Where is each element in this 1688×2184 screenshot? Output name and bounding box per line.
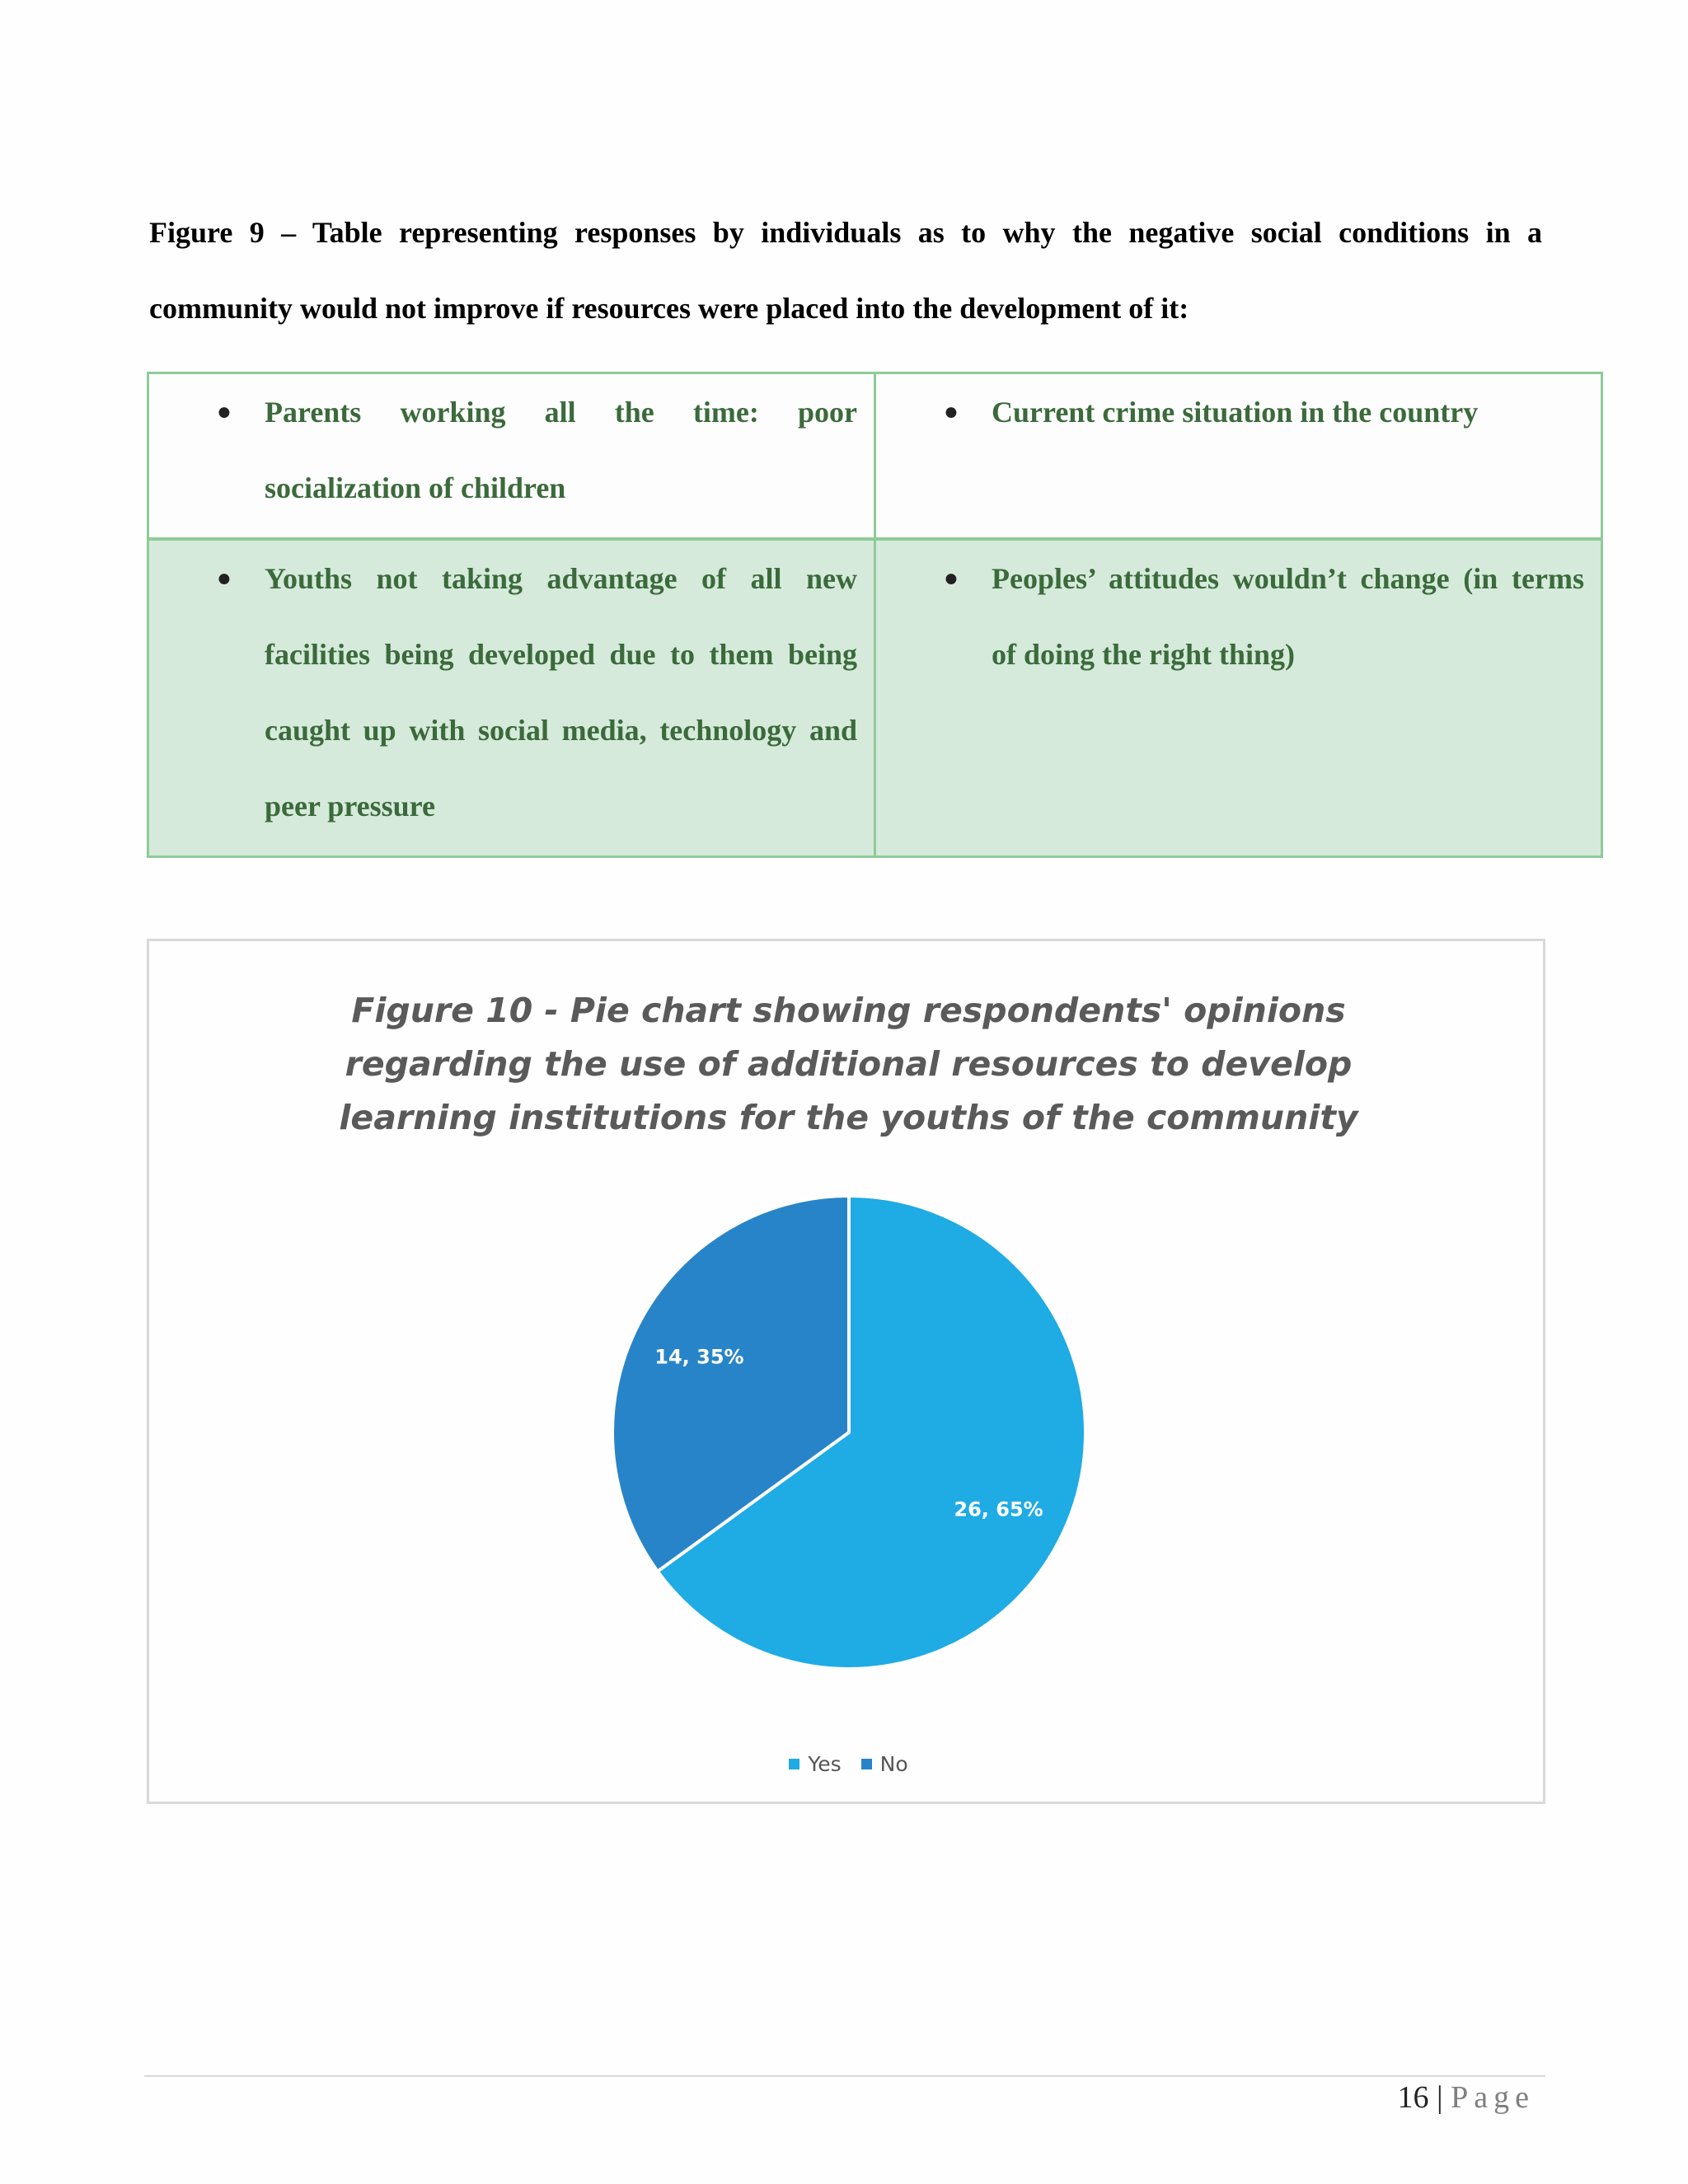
page-separator: |: [1437, 2080, 1443, 2115]
chart-legend: [149, 1750, 1548, 1776]
data-label-yes: 26, 65%: [954, 1497, 1043, 1521]
page-number: 16: [1397, 2080, 1429, 2115]
cell-text: Parents working all the time: poor socialization of children: [265, 396, 857, 504]
bullet-icon: ●: [216, 565, 232, 592]
table-cell: [875, 539, 1602, 857]
responses-table: [147, 372, 1603, 858]
legend-label: Yes: [808, 1752, 842, 1776]
legend-swatch: [861, 1759, 872, 1769]
bullet-icon: ●: [216, 398, 232, 425]
chart-title-line: Figure 10 - Pie chart showing respondents' opinions: [351, 991, 1346, 1030]
legend-label: No: [879, 1752, 908, 1776]
pie-chart: [149, 941, 1548, 1807]
legend-swatch: [789, 1759, 799, 1769]
chart-title-line: regarding the use of additional resources to develop: [345, 1044, 1353, 1084]
page-word: Page: [1451, 2080, 1535, 2115]
cell-text: Current crime situation in the country: [992, 396, 1479, 429]
bullet-icon: ●: [943, 398, 959, 425]
cell-text: Youths not taking advantage of all new facilities being developed due to them being caught up with social media, technology and peer pressure: [265, 562, 857, 823]
legend-item-yes: [789, 1752, 841, 1776]
cell-text: Peoples’ attitudes wouldn’t change (in terms of doing the right thing): [992, 562, 1584, 671]
footer-divider: [144, 2075, 1545, 2077]
table-cell: [148, 539, 875, 857]
data-label-no: 14, 35%: [654, 1345, 744, 1369]
chart-title-line: learning institutions for the youths of the community: [339, 1098, 1358, 1137]
table-row: [148, 373, 1602, 540]
figure-9-caption: Figure 9 – Table representing responses by individuals as to why the negative social conditions in a community would not improve if resources were placed into the development of it:: [149, 216, 1542, 325]
table-cell: [148, 373, 875, 540]
bullet-icon: ●: [943, 565, 959, 592]
table-row: [148, 539, 1602, 857]
page-footer: [1398, 2079, 1535, 2116]
table-cell: [875, 373, 1602, 540]
pie-chart-frame: [147, 939, 1545, 1804]
legend-item-no: [861, 1752, 908, 1776]
